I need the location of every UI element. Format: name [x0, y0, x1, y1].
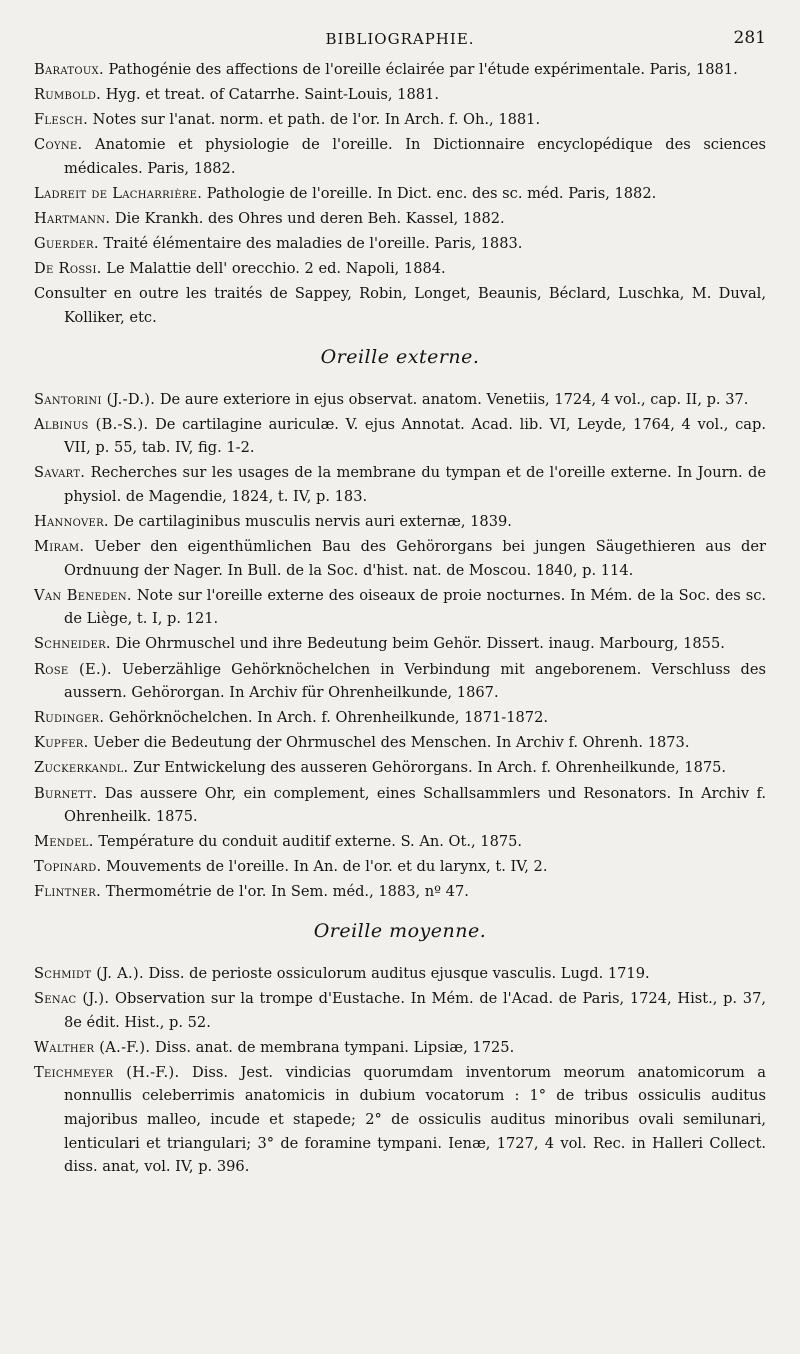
- entry-text: Le Malattie dell' orecchio. 2 ed. Napoli, 1884.: [101, 260, 446, 278]
- entry-text: Pathogénie des affections de l'oreille éclairée par l'étude expérimentale. Paris, 1881.: [103, 61, 738, 78]
- bibliography-entry: [34, 510, 766, 534]
- entry-text: Zur Entwickelung des ausseren Gehörorgans. In Arch. f. Ohrenheilkunde, 1875.: [128, 759, 727, 777]
- entry-text: Recherches sur les usages de la membrane du tympan et de l'oreille externe. In Journ. de physiol. de Magendie, 1824, t. IV, p. 183.: [64, 464, 766, 505]
- bibliography-entry: [34, 182, 766, 206]
- bibliography-entry: [34, 782, 766, 829]
- entry-text: Température du conduit auditif externe. S. An. Ot., 1875.: [93, 833, 523, 851]
- entry-author: Ladreit de Lacharrière.: [34, 184, 203, 202]
- bibliography-entry: [34, 756, 766, 780]
- bibliography-entry: [34, 232, 766, 256]
- entry-text: Diss. Jest. vindicias quorumdam inventorum meorum anatomicorum a nonnullis celeberrimis anatomicis in dubium vocatorum : 1° de tribus ossiculis auditus majoribus malleo, incude et stapede; 2° de ossiculis auditus minoribus ovali semilunari, lenticulari et triangulari; 3° de foramine tympani. Ienæ, 1727, 4 vol. Rec. in Halleri Collect. diss. anat, vol. IV, p. 396.: [64, 1063, 766, 1176]
- entry-author: De Rossi.: [34, 260, 102, 278]
- bibliography-entry: [34, 855, 766, 879]
- entry-author: Flesch.: [34, 111, 89, 129]
- bibliography-note: [34, 282, 766, 329]
- entry-text: Anatomie et physiologie de l'oreille. In Dictionnaire encyclopédique des sciences médicales. Paris, 1882.: [64, 136, 766, 177]
- bibliography-entry: [34, 987, 766, 1034]
- entry-author: Rudinger.: [34, 709, 105, 727]
- entry-text: Die Ohrmuschel und ihre Bedeutung beim Gehör. Dissert. inaug. Marbourg, 1855.: [110, 635, 725, 653]
- entry-author: Albinus (B.-S.).: [34, 415, 149, 433]
- page-number: 281: [733, 28, 766, 48]
- bibliography-entry: [34, 133, 766, 180]
- running-head: [34, 28, 766, 58]
- entry-author: Kupfer.: [34, 734, 89, 752]
- entry-text: Die Krankh. des Ohres und deren Beh. Kassel, 1882.: [110, 210, 505, 228]
- entry-text: Ueber den eigenthümlichen Bau des Gehörorgans bei jungen Säugethieren aus der Ordnuung der Nager. In Bull. de la Soc. d'hist. nat. de Moscou. 1840, p. 114.: [64, 538, 766, 579]
- entry-author: Savart.: [34, 464, 86, 482]
- entry-author: Zuckerkandl.: [34, 759, 129, 777]
- entry-text: Traité élémentaire des maladies de l'oreille. Paris, 1883.: [98, 235, 523, 253]
- entry-author: Rose (E.).: [34, 660, 112, 678]
- running-title: BIBLIOGRAPHIE.: [325, 30, 475, 48]
- entry-text: Hyg. et treat. of Catarrhe. Saint-Louis, 1881.: [101, 86, 439, 104]
- section-heading-oreille-externe: Oreille externe.: [320, 345, 480, 368]
- bibliography-entry: [34, 632, 766, 656]
- entry-text: Ueber die Bedeutung der Ohrmuschel des Menschen. In Archiv f. Ohrenh. 1873.: [88, 734, 690, 752]
- bibliography-entry: [34, 58, 766, 82]
- bibliography-entry: [34, 535, 766, 582]
- entry-text: Diss. anat. de membrana tympani. Lipsiæ, 1725.: [150, 1038, 515, 1056]
- section-heading-oreille-moyenne: Oreille moyenne.: [313, 920, 487, 942]
- bibliography-entry: [34, 731, 766, 755]
- entry-text: Ueberzählige Gehörknöchelchen in Verbindung mit angeborenem. Verschluss des aussern. Gehörorgan. In Archiv für Ohrenheilkunde, 1867.: [64, 660, 766, 702]
- entry-text: Diss. de perioste ossiculorum auditus ejusque vasculis. Lugd. 1719.: [143, 965, 650, 982]
- entry-author: Senac (J.).: [34, 990, 110, 1008]
- entry-text: Notes sur l'anat. norm. et path. de l'or. In Arch. f. Oh., 1881.: [88, 111, 541, 129]
- entry-text: De aure exteriore in ejus observat. anatom. Venetiis, 1724, 4 vol., cap. II, p. 37.: [155, 390, 749, 408]
- intro-bibliography-list: [34, 58, 766, 330]
- bibliography-entry: [34, 461, 766, 508]
- bibliography-entry: [34, 706, 766, 730]
- entry-text: De cartilaginibus musculis nervis auri externæ, 1839.: [108, 513, 512, 530]
- entry-text: Gehörknöchelchen. In Arch. f. Ohrenheilkunde, 1871-1872.: [104, 709, 549, 727]
- entry-text: De cartilagine auriculæ. V. ejus Annotat. Acad. lib. VI, Leyde, 1764, 4 vol., cap. VII, p. 55, tab. IV, fig. 1-2.: [64, 415, 766, 457]
- entry-text: Mouvements de l'oreille. In An. de l'or. et du larynx, t. IV, 2.: [101, 858, 548, 876]
- bibliography-entry: [34, 1061, 766, 1179]
- entry-text: Das aussere Ohr, ein complement, eines Schallsammlers und Resonators. In Archiv f. Ohrenheilk. 1875.: [64, 784, 766, 826]
- entry-text: Thermométrie de l'or. In Sem. méd., 1883, nº 47.: [101, 883, 469, 901]
- entry-author: Coyne.: [34, 136, 83, 154]
- entry-author: Mendel.: [34, 833, 94, 851]
- entry-author: Walther (A.-F.).: [34, 1038, 151, 1056]
- entry-author: Rumbold.: [34, 86, 102, 104]
- oreille-externe-list: [34, 388, 766, 904]
- bibliography-entry: [34, 257, 766, 281]
- bibliography-entry: [34, 83, 766, 107]
- entry-author: Teichmeyer (H.-F.).: [34, 1063, 180, 1081]
- entry-author: Flintner.: [34, 883, 102, 901]
- entry-author: Hartmann.: [34, 210, 111, 228]
- entry-text: Observation sur la trompe d'Eustache. In Mém. de l'Acad. de Paris, 1724, Hist., p. 37, 8e édit. Hist., p. 52.: [64, 990, 766, 1031]
- entry-text: Pathologie de l'oreille. In Dict. enc. des sc. méd. Paris, 1882.: [202, 184, 657, 202]
- entry-text: Consulter en outre les traités de Sappey, Robin, Longet, Beaunis, Béclard, Luschka, M. Duval, Kolliker, etc.: [34, 285, 766, 326]
- entry-author: Hannover.: [34, 513, 109, 530]
- bibliography-entry: [34, 207, 766, 231]
- entry-author: Schmidt (J. A.).: [34, 965, 144, 982]
- bibliography-entry: [34, 108, 766, 132]
- entry-author: Baratoux.: [34, 61, 104, 78]
- entry-author: Van Beneden.: [34, 586, 132, 604]
- entry-author: Topinard.: [34, 858, 102, 876]
- bibliography-entry: [34, 830, 766, 854]
- entry-text: Note sur l'oreille externe des oiseaux de proie nocturnes. In Mém. de la Soc. des sc. de Liège, t. I, p. 121.: [64, 586, 767, 628]
- oreille-moyenne-list: [34, 962, 766, 1179]
- bibliography-entry: [34, 880, 766, 904]
- bibliography-entry: [34, 584, 766, 631]
- entry-author: Santorini (J.-D.).: [34, 390, 156, 408]
- bibliography-entry: [34, 413, 766, 460]
- bibliography-entry: [34, 1036, 766, 1060]
- bibliography-entry: [34, 962, 766, 986]
- entry-author: Burnett.: [34, 784, 98, 802]
- entry-author: Miram.: [34, 538, 85, 556]
- bibliography-entry: [34, 388, 766, 412]
- entry-author: Schneider.: [34, 635, 111, 653]
- entry-author: Guerder.: [34, 235, 99, 253]
- bibliography-entry: [34, 658, 766, 705]
